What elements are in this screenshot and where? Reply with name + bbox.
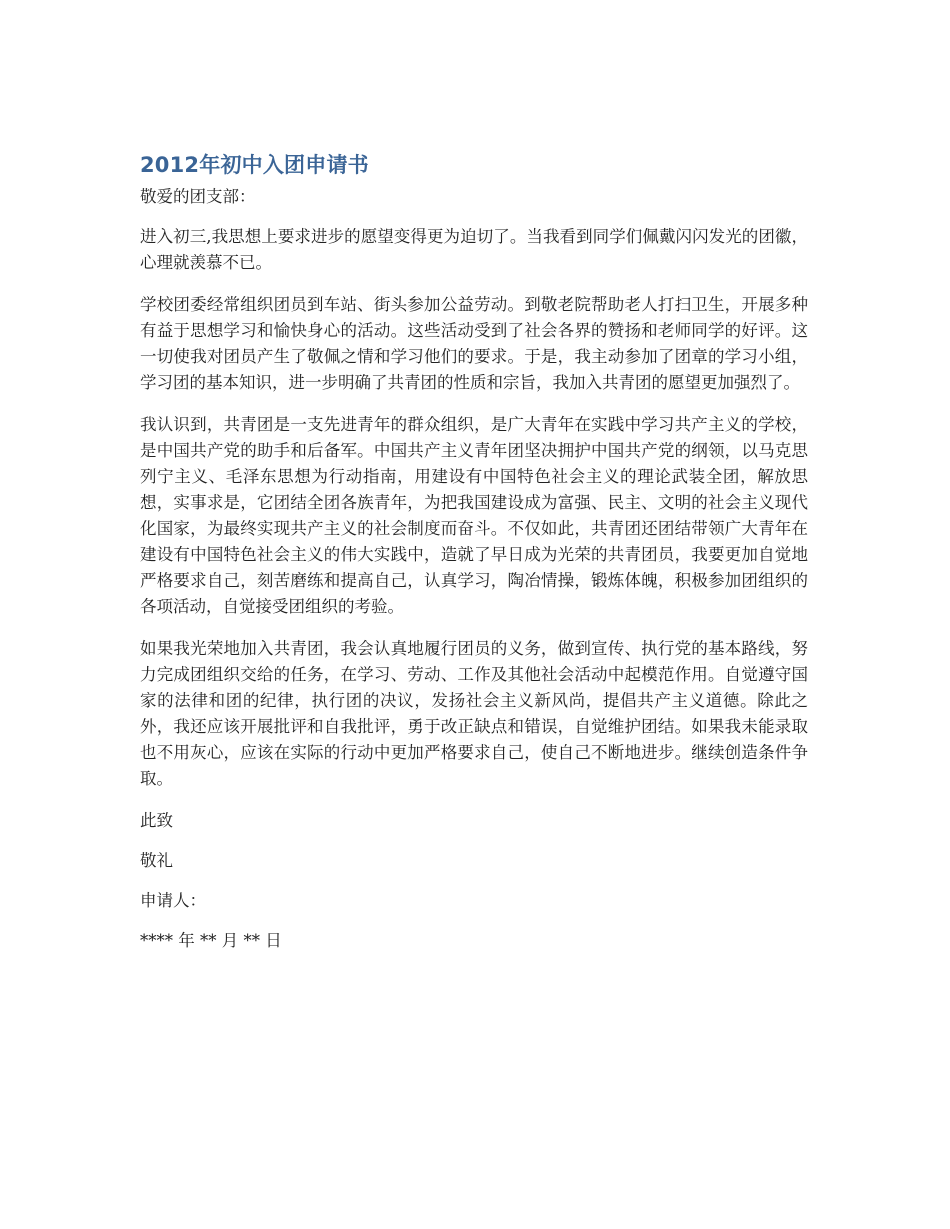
closing-line-1: 此致 xyxy=(140,811,173,830)
body-paragraph-3: 我认识到，共青团是一支先进青年的群众组织，是广大青年在实践中学习共产主义的学校，是中国共产党的助手和后备军。中国共产主义青年团坚决拥护中国共产党的纲领，以马克思列宁主义、毛泽东思想为行动指南，用建设有中国特色社会主义的理论武装全团，解放思想，实事求是，它团结全团各族青年，为把我国建设成为富强、民主、文明的社会主义现代化国家，为最终实现共产主义的社会制度而奋斗。不仅如此，共青团还团结带领广大青年在建设有中国特色社会主义的伟大实践中，造就了早日成为光荣的共青团员，我要更加自觉地严格要求自己，刻苦磨练和提高自己，认真学习，陶冶情操，锻炼体魄，积极参加团组织的各项活动，自觉接受团组织的考验。 xyxy=(140,415,808,616)
body-paragraph-2: 学校团委经常组织团员到车站、街头参加公益劳动。到敬老院帮助老人打扫卫生，开展多种有益于思想学习和愉快身心的活动。这些活动受到了社会各界的赞扬和老师同学的好评。这一切使我对团员产生了敬佩之情和学习他们的要求。于是，我主动参加了团章的学习小组，学习团的基本知识，进一步明确了共青团的性质和宗旨，我加入共青团的愿望更加强烈了。 xyxy=(140,295,808,392)
salutation: 敬爱的团支部： xyxy=(140,187,256,206)
applicant-label: 申请人： xyxy=(140,891,206,910)
document-title: 2012年初中入团申请书 xyxy=(140,153,369,177)
closing-line-2: 敬礼 xyxy=(140,851,173,870)
body-paragraph-4: 如果我光荣地加入共青团，我会认真地履行团员的义务，做到宣传、执行党的基本路线，努力完成团组织交给的任务，在学习、劳动、工作及其他社会活动中起模范作用。自觉遵守国家的法律和团的纪律，执行团的决议，发扬社会主义新风尚，提倡共产主义道德。除此之外，我还应该开展批评和自我批评，勇于改正缺点和错误，自觉维护团结。如果我未能录取也不用灰心，应该在实际的行动中更加严格要求自己，使自己不断地进步。继续创造条件争取。 xyxy=(140,639,808,788)
document-page xyxy=(140,150,808,968)
date-line: **** 年 ** 月 ** 日 xyxy=(140,931,282,950)
body-paragraph-1: 进入初三,我思想上要求进步的愿望变得更为迫切了。当我看到同学们佩戴闪闪发光的团徽，心理就羡慕不已。 xyxy=(140,227,808,272)
